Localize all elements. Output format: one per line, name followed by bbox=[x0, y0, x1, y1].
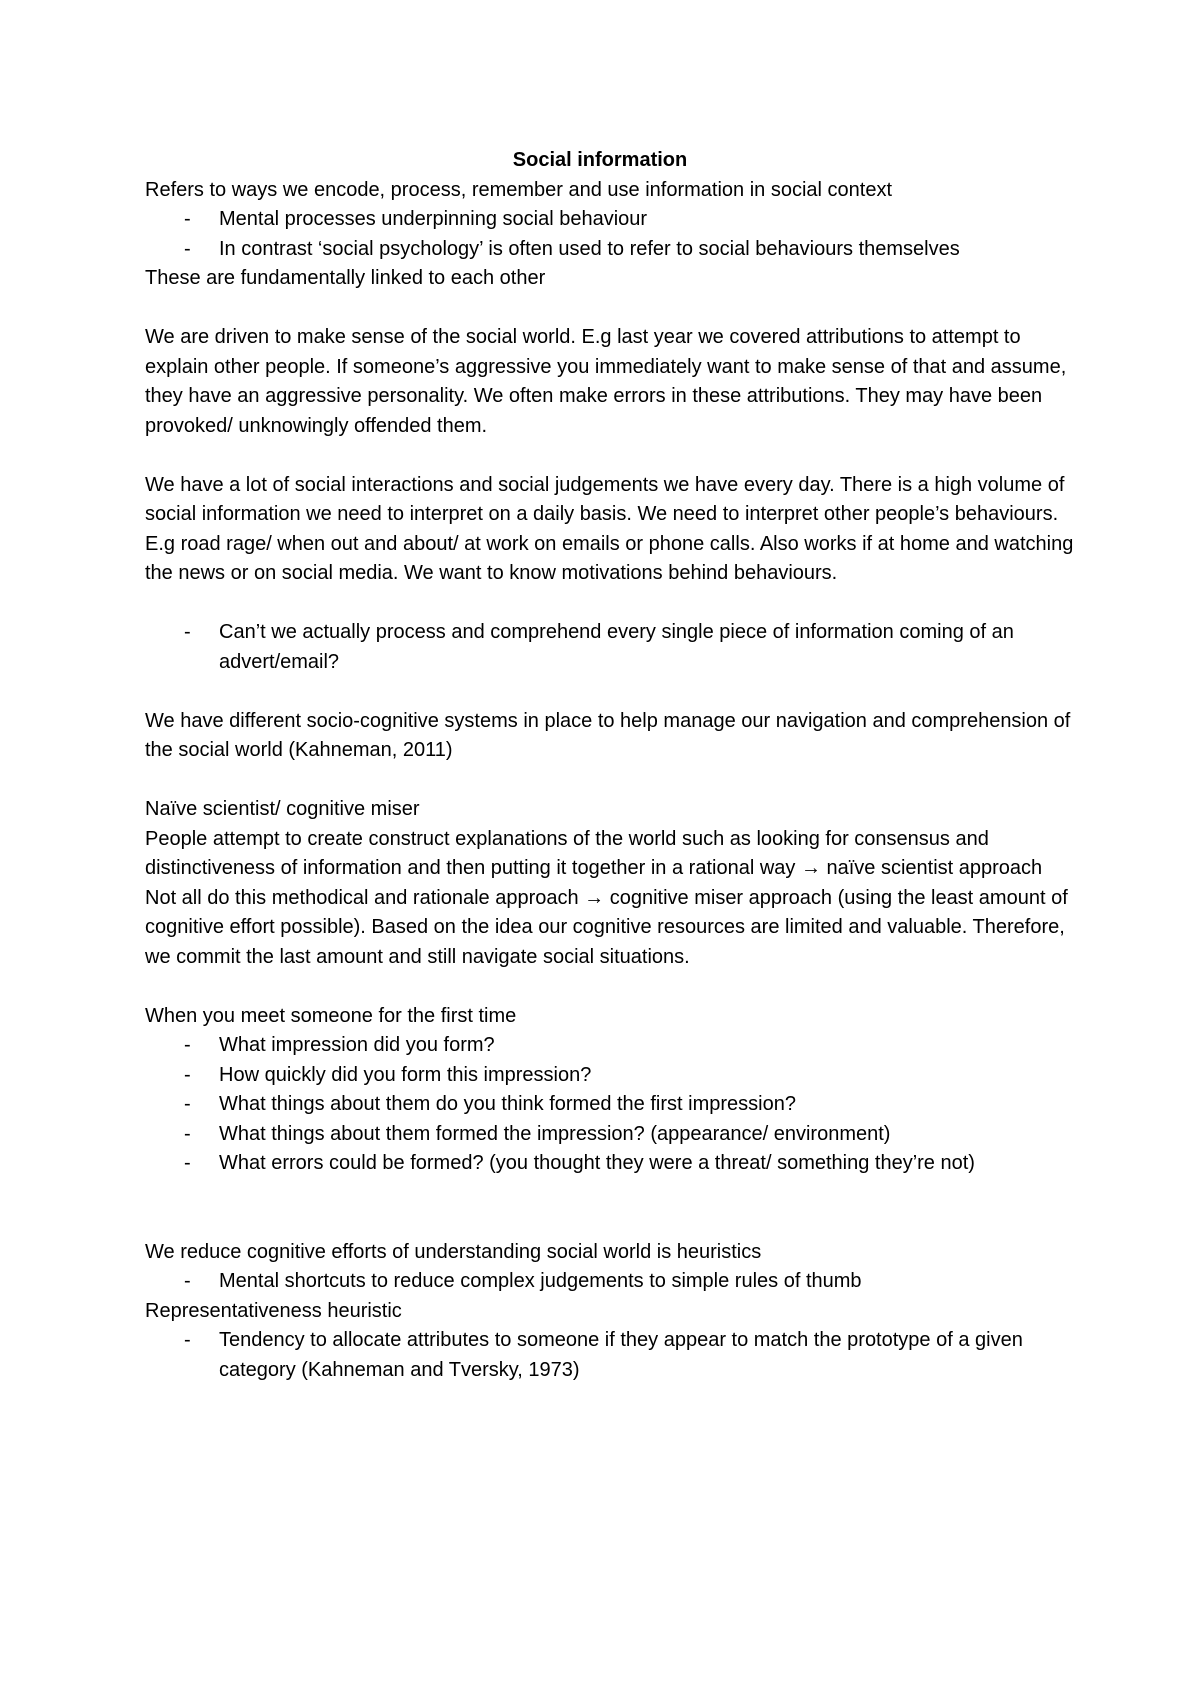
paragraph-gap bbox=[145, 441, 1075, 471]
list-item-text: What things about them formed the impression? (appearance/ environment) bbox=[219, 1122, 891, 1145]
intro-paragraph: Refers to ways we encode, process, remember and use information in social context bbox=[145, 178, 893, 201]
dash-bullet: - bbox=[184, 1270, 191, 1292]
list-item bbox=[145, 235, 1075, 265]
document-page bbox=[145, 146, 1075, 1385]
paragraph-gap bbox=[145, 294, 1075, 324]
list-item bbox=[145, 1120, 1075, 1150]
paragraph-gap bbox=[145, 766, 1075, 796]
list-item bbox=[145, 1090, 1075, 1120]
heuristics-paragraph: We reduce cognitive efforts of understanding social world is heuristics bbox=[145, 1240, 762, 1263]
interactions-paragraph: We have a lot of social interactions and social judgements we have every day. There is a high volume of social information we need to interpret on a daily basis. We need to interpret other people’s behaviours. E.g road rage/ when out and about/ at work on emails or phone calls. Also works if at home and watching the news or on social media. We want to know motivations behind behaviours. bbox=[145, 473, 1074, 584]
dash-bullet: - bbox=[184, 208, 191, 230]
naive-paragraph: People attempt to create construct explanations of the world such as looking for consensus and distinctiveness of information and then putting it together in a rational way → naïve scientist approach bbox=[145, 827, 1043, 879]
list-item-text: What impression did you form? bbox=[219, 1034, 495, 1056]
list-item bbox=[145, 1031, 1075, 1061]
list-item bbox=[145, 1061, 1075, 1091]
list-item-text: Mental processes underpinning social behaviour bbox=[219, 208, 648, 230]
dash-bullet: - bbox=[184, 1034, 191, 1056]
miser-paragraph: Not all do this methodical and rationale approach → cognitive miser approach (using the least amount of cognitive effort possible). Based on the idea our cognitive resources are limited and valuable. Therefore, we commit the last amount and still navigate social situations. bbox=[145, 886, 1068, 968]
question-bullet-list bbox=[145, 618, 1075, 677]
dash-bullet: - bbox=[184, 1122, 191, 1145]
naive-heading: Naïve scientist/ cognitive miser bbox=[145, 798, 420, 820]
intro-bullet-list bbox=[145, 205, 1075, 264]
list-item bbox=[145, 1149, 1075, 1179]
document-title: Social information bbox=[512, 149, 688, 171]
representativeness-bullet-list bbox=[145, 1326, 1075, 1385]
paragraph-gap bbox=[145, 972, 1075, 1002]
dash-bullet: - bbox=[184, 1329, 191, 1351]
list-item bbox=[145, 618, 1075, 677]
list-item-text: Mental shortcuts to reduce complex judgements to simple rules of thumb bbox=[219, 1270, 862, 1292]
list-item bbox=[145, 1267, 1075, 1297]
paragraph-gap bbox=[145, 1179, 1075, 1238]
list-item-text: How quickly did you form this impression? bbox=[219, 1063, 592, 1086]
linked-paragraph: These are fundamentally linked to each other bbox=[145, 267, 546, 289]
representativeness-heading: Representativeness heuristic bbox=[145, 1299, 402, 1322]
list-item bbox=[145, 1326, 1075, 1385]
list-item-text: In contrast ‘social psychology’ is often used to refer to social behaviours themselves bbox=[219, 237, 960, 260]
meet-heading: When you meet someone for the first time bbox=[145, 1004, 517, 1027]
list-item-text: What errors could be formed? (you thought they were a threat/ something they’re not) bbox=[219, 1152, 975, 1174]
paragraph-gap bbox=[145, 677, 1075, 707]
dash-bullet: - bbox=[184, 1093, 191, 1115]
systems-paragraph: We have different socio-cognitive systems in place to help manage our navigation and comprehension of the social world (Kahneman, 2011) bbox=[145, 709, 1071, 761]
list-item bbox=[145, 205, 1075, 235]
dash-bullet: - bbox=[184, 237, 191, 260]
dash-bullet: - bbox=[184, 1063, 191, 1086]
dash-bullet: - bbox=[184, 621, 191, 643]
dash-bullet: - bbox=[184, 1152, 191, 1174]
sense-paragraph: We are driven to make sense of the social world. E.g last year we covered attributions to attempt to explain other people. If someone’s aggressive you immediately want to make sense of that and assume, they have an aggressive personality. We often make errors in these attributions. They may have been provoked/ unknowingly offended them. bbox=[145, 326, 1067, 437]
list-item-text: Can’t we actually process and comprehend every single piece of information coming of an advert/email? bbox=[219, 621, 1014, 673]
list-item-text: Tendency to allocate attributes to someone if they appear to match the prototype of a given category (Kahneman and Tversky, 1973) bbox=[219, 1329, 1023, 1381]
heuristics-bullet-list bbox=[145, 1267, 1075, 1297]
paragraph-gap bbox=[145, 589, 1075, 619]
meet-bullet-list bbox=[145, 1031, 1075, 1179]
list-item-text: What things about them do you think formed the first impression? bbox=[219, 1093, 796, 1115]
